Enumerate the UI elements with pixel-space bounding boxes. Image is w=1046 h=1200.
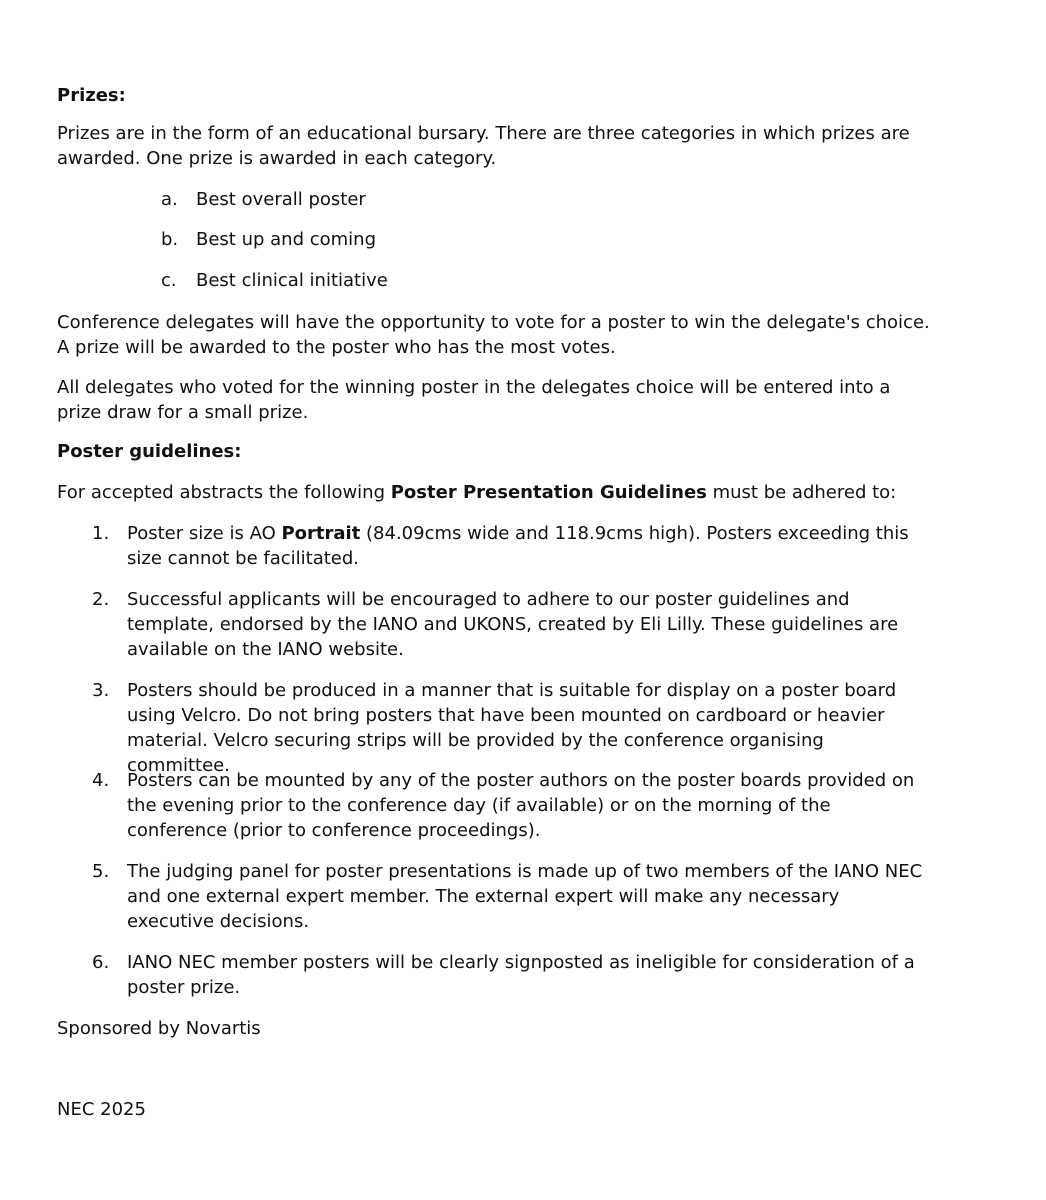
poster-guidelines-heading: Poster guidelines:: [57, 441, 242, 462]
guideline-bold-text: Portrait: [281, 523, 361, 544]
prize-category-b: [161, 228, 376, 252]
list-item-text: Successful applicants will be encouraged to adhere to our poster guidelines and template, endorsed by the IANO and UKONS, created by Eli Lilly. These guidelines are available on the IANO website.: [127, 589, 899, 660]
guideline-item-1: [92, 521, 932, 571]
guideline-item-6: [92, 950, 932, 1000]
guidelines-intro-text: For accepted abstracts the following: [57, 482, 391, 503]
prize-draw-paragraph: All delegates who voted for the winning poster in the delegates choice will be entered into a prize draw for a small prize.: [57, 377, 891, 423]
footer-line: NEC 2025: [57, 1099, 146, 1120]
list-item-text: Best overall poster: [196, 189, 366, 210]
list-marker: 3.: [92, 680, 110, 701]
guidelines-intro-text-end: must be adhered to:: [706, 482, 897, 503]
prizes-heading: Prizes:: [57, 85, 126, 106]
list-item-text: Best clinical initiative: [196, 270, 388, 291]
guideline-item-4: [92, 768, 932, 843]
delegate-choice-paragraph: Conference delegates will have the opportunity to vote for a poster to win the delegate's choice. A prize will be awarded to the poster who has the most votes.: [57, 312, 930, 358]
list-item-text: IANO NEC member posters will be clearly signposted as ineligible for consideration of a poster prize.: [127, 952, 915, 998]
list-item-text: [127, 521, 932, 571]
guidelines-intro-bold: Poster Presentation Guidelines: [390, 482, 707, 503]
guideline-item-2: [92, 587, 932, 662]
guideline-text-end: (84.09cms wide and 118.9cms high). Posters exceeding this size cannot be facilitated.: [127, 523, 909, 569]
guidelines-intro: [57, 480, 937, 505]
guideline-text: Poster size is AO: [127, 523, 282, 544]
list-marker: 6.: [92, 952, 110, 973]
list-item-text: Best up and coming: [196, 229, 376, 250]
prizes-intro: Prizes are in the form of an educational bursary. There are three categories in which prizes are awarded. One prize is awarded in each category.: [57, 123, 910, 169]
list-marker: 4.: [92, 770, 110, 791]
list-item-text: Posters can be mounted by any of the poster authors on the poster boards provided on the evening prior to the conference day (if available) or on the morning of the conference (prior to conference proceedings).: [127, 770, 915, 841]
list-marker: 1.: [92, 523, 110, 544]
prize-category-a: [161, 188, 366, 212]
list-marker: a.: [161, 189, 178, 210]
list-marker: c.: [161, 270, 177, 291]
list-marker: b.: [161, 229, 179, 250]
list-item-text: Posters should be produced in a manner that is suitable for display on a poster board using Velcro. Do not bring posters that have been mounted on cardboard or heavier material. Velcro securing strips will be provided by the conference organising committee.: [127, 680, 897, 776]
guideline-item-3: [92, 678, 932, 778]
list-marker: 5.: [92, 861, 110, 882]
guideline-item-5: [92, 859, 932, 934]
list-marker: 2.: [92, 589, 110, 610]
prize-category-c: [161, 269, 388, 293]
sponsor-line: Sponsored by Novartis: [57, 1018, 261, 1039]
list-item-text: The judging panel for poster presentations is made up of two members of the IANO NEC and one external expert member. The external expert will make any necessary executive decisions.: [127, 861, 923, 932]
